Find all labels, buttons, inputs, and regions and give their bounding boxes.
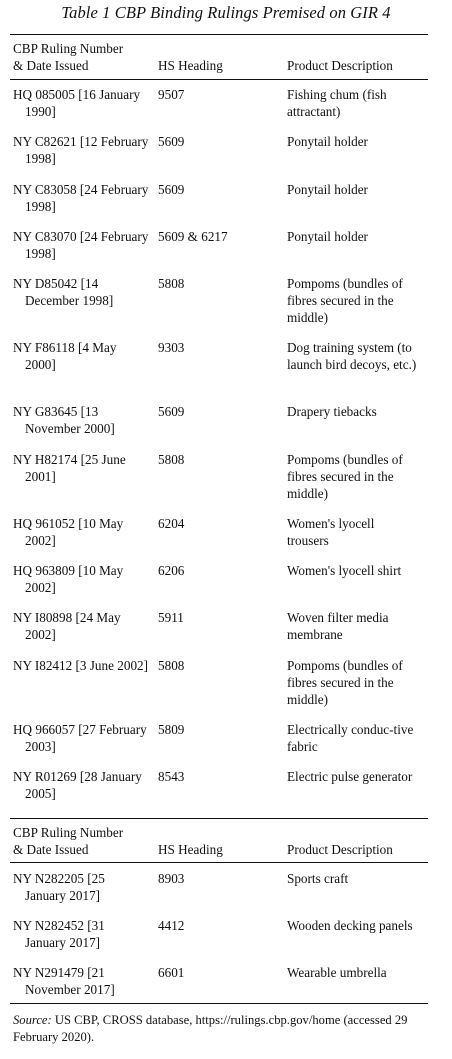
description-cell: Women's lyocell trousers <box>287 516 375 548</box>
description-cell: Sports craft <box>287 871 349 886</box>
ruling-cell: NY I82412 [3 June 2002] <box>13 658 149 673</box>
description-cell: Pompoms (bundles of fibres secured in the middle) <box>287 658 403 707</box>
hs-cell: 5609 <box>158 134 185 149</box>
description-cell: Wearable umbrella <box>287 965 387 980</box>
table-top-rule <box>10 34 428 35</box>
ruling-cell: NY R01269 [28 January 2005] <box>13 769 142 801</box>
header-rule <box>10 79 428 80</box>
ruling-cell: NY H82174 [25 June 2001] <box>13 452 126 484</box>
hs-cell: 5609 <box>158 404 185 419</box>
header-ruling-line1: CBP Ruling Number <box>13 41 124 56</box>
hs-cell: 9507 <box>158 87 185 102</box>
ruling-cell: NY N282452 [31 January 2017] <box>13 918 105 950</box>
description-cell: Fishing chum (fish attractant) <box>287 87 387 119</box>
ruling-cell: HQ 966057 [27 February 2003] <box>13 722 147 754</box>
header-product-description: Product Description <box>287 842 393 857</box>
description-cell: Ponytail holder <box>287 229 368 244</box>
ruling-cell: NY N282205 [25 January 2017] <box>13 871 105 903</box>
header-ruling-line2: & Date Issued <box>13 58 89 73</box>
ruling-cell: HQ 963809 [10 May 2002] <box>13 563 124 595</box>
ruling-cell: NY C82621 [12 February 1998] <box>13 134 149 166</box>
ruling-cell: NY C83058 [24 February 1998] <box>13 182 149 214</box>
ruling-cell: NY F86118 [4 May 2000] <box>13 340 117 372</box>
header-ruling-line1: CBP Ruling Number <box>13 825 124 840</box>
hs-cell: 9303 <box>158 340 185 355</box>
description-cell: Pompoms (bundles of fibres secured in the middle) <box>287 452 403 501</box>
source-label: Source: <box>13 1013 52 1027</box>
ruling-cell: NY N291479 [21 November 2017] <box>13 965 115 997</box>
hs-cell: 5808 <box>158 452 185 467</box>
source-text: US CBP, CROSS database, https://rulings.cbp.gov/home (accessed 29 February 2020). <box>13 1013 408 1044</box>
table-divider-rule <box>10 818 428 819</box>
ruling-cell: NY I80898 [24 May 2002] <box>13 610 121 642</box>
description-cell: Ponytail holder <box>287 182 368 197</box>
hs-cell: 5609 & 6217 <box>158 229 228 244</box>
hs-cell: 5609 <box>158 182 185 197</box>
header-ruling-line2: & Date Issued <box>13 842 89 857</box>
description-cell: Wooden decking panels <box>287 918 413 933</box>
hs-cell: 5809 <box>158 722 185 737</box>
hs-cell: 5808 <box>158 658 185 673</box>
header-hs-heading: HS Heading <box>158 58 223 73</box>
header-rule <box>10 862 428 863</box>
ruling-cell: HQ 961052 [10 May 2002] <box>13 516 124 548</box>
description-cell: Electric pulse generator <box>287 769 413 784</box>
hs-cell: 6206 <box>158 563 185 578</box>
ruling-cell: NY G83645 [13 November 2000] <box>13 404 115 436</box>
table-caption: Table 1 CBP Binding Rulings Premised on GIR 4 <box>61 3 391 22</box>
hs-cell: 5911 <box>158 610 184 625</box>
header-product-description: Product Description <box>287 58 393 73</box>
description-cell: Woven filter media membrane <box>287 610 389 642</box>
description-cell: Ponytail holder <box>287 134 368 149</box>
description-cell: Women's lyocell shirt <box>287 563 402 578</box>
hs-cell: 5808 <box>158 276 185 291</box>
hs-cell: 4412 <box>158 918 185 933</box>
description-cell: Dog training system (to launch bird decoys, etc.) <box>287 340 417 372</box>
source-note <box>13 1012 433 1045</box>
ruling-cell: HQ 085005 [16 January 1990] <box>13 87 141 119</box>
ruling-cell: NY C83070 [24 February 1998] <box>13 229 149 261</box>
hs-cell: 8903 <box>158 871 185 886</box>
header-hs-heading: HS Heading <box>158 842 223 857</box>
description-cell: Pompoms (bundles of fibres secured in the middle) <box>287 276 403 325</box>
hs-cell: 6601 <box>158 965 185 980</box>
description-cell: Drapery tiebacks <box>287 404 377 419</box>
ruling-cell: NY D85042 [14 December 1998] <box>13 276 114 308</box>
hs-cell: 6204 <box>158 516 185 531</box>
description-cell: Electrically conduc-tive fabric <box>287 722 414 754</box>
table-bottom-rule <box>10 1003 428 1004</box>
hs-cell: 8543 <box>158 769 185 784</box>
